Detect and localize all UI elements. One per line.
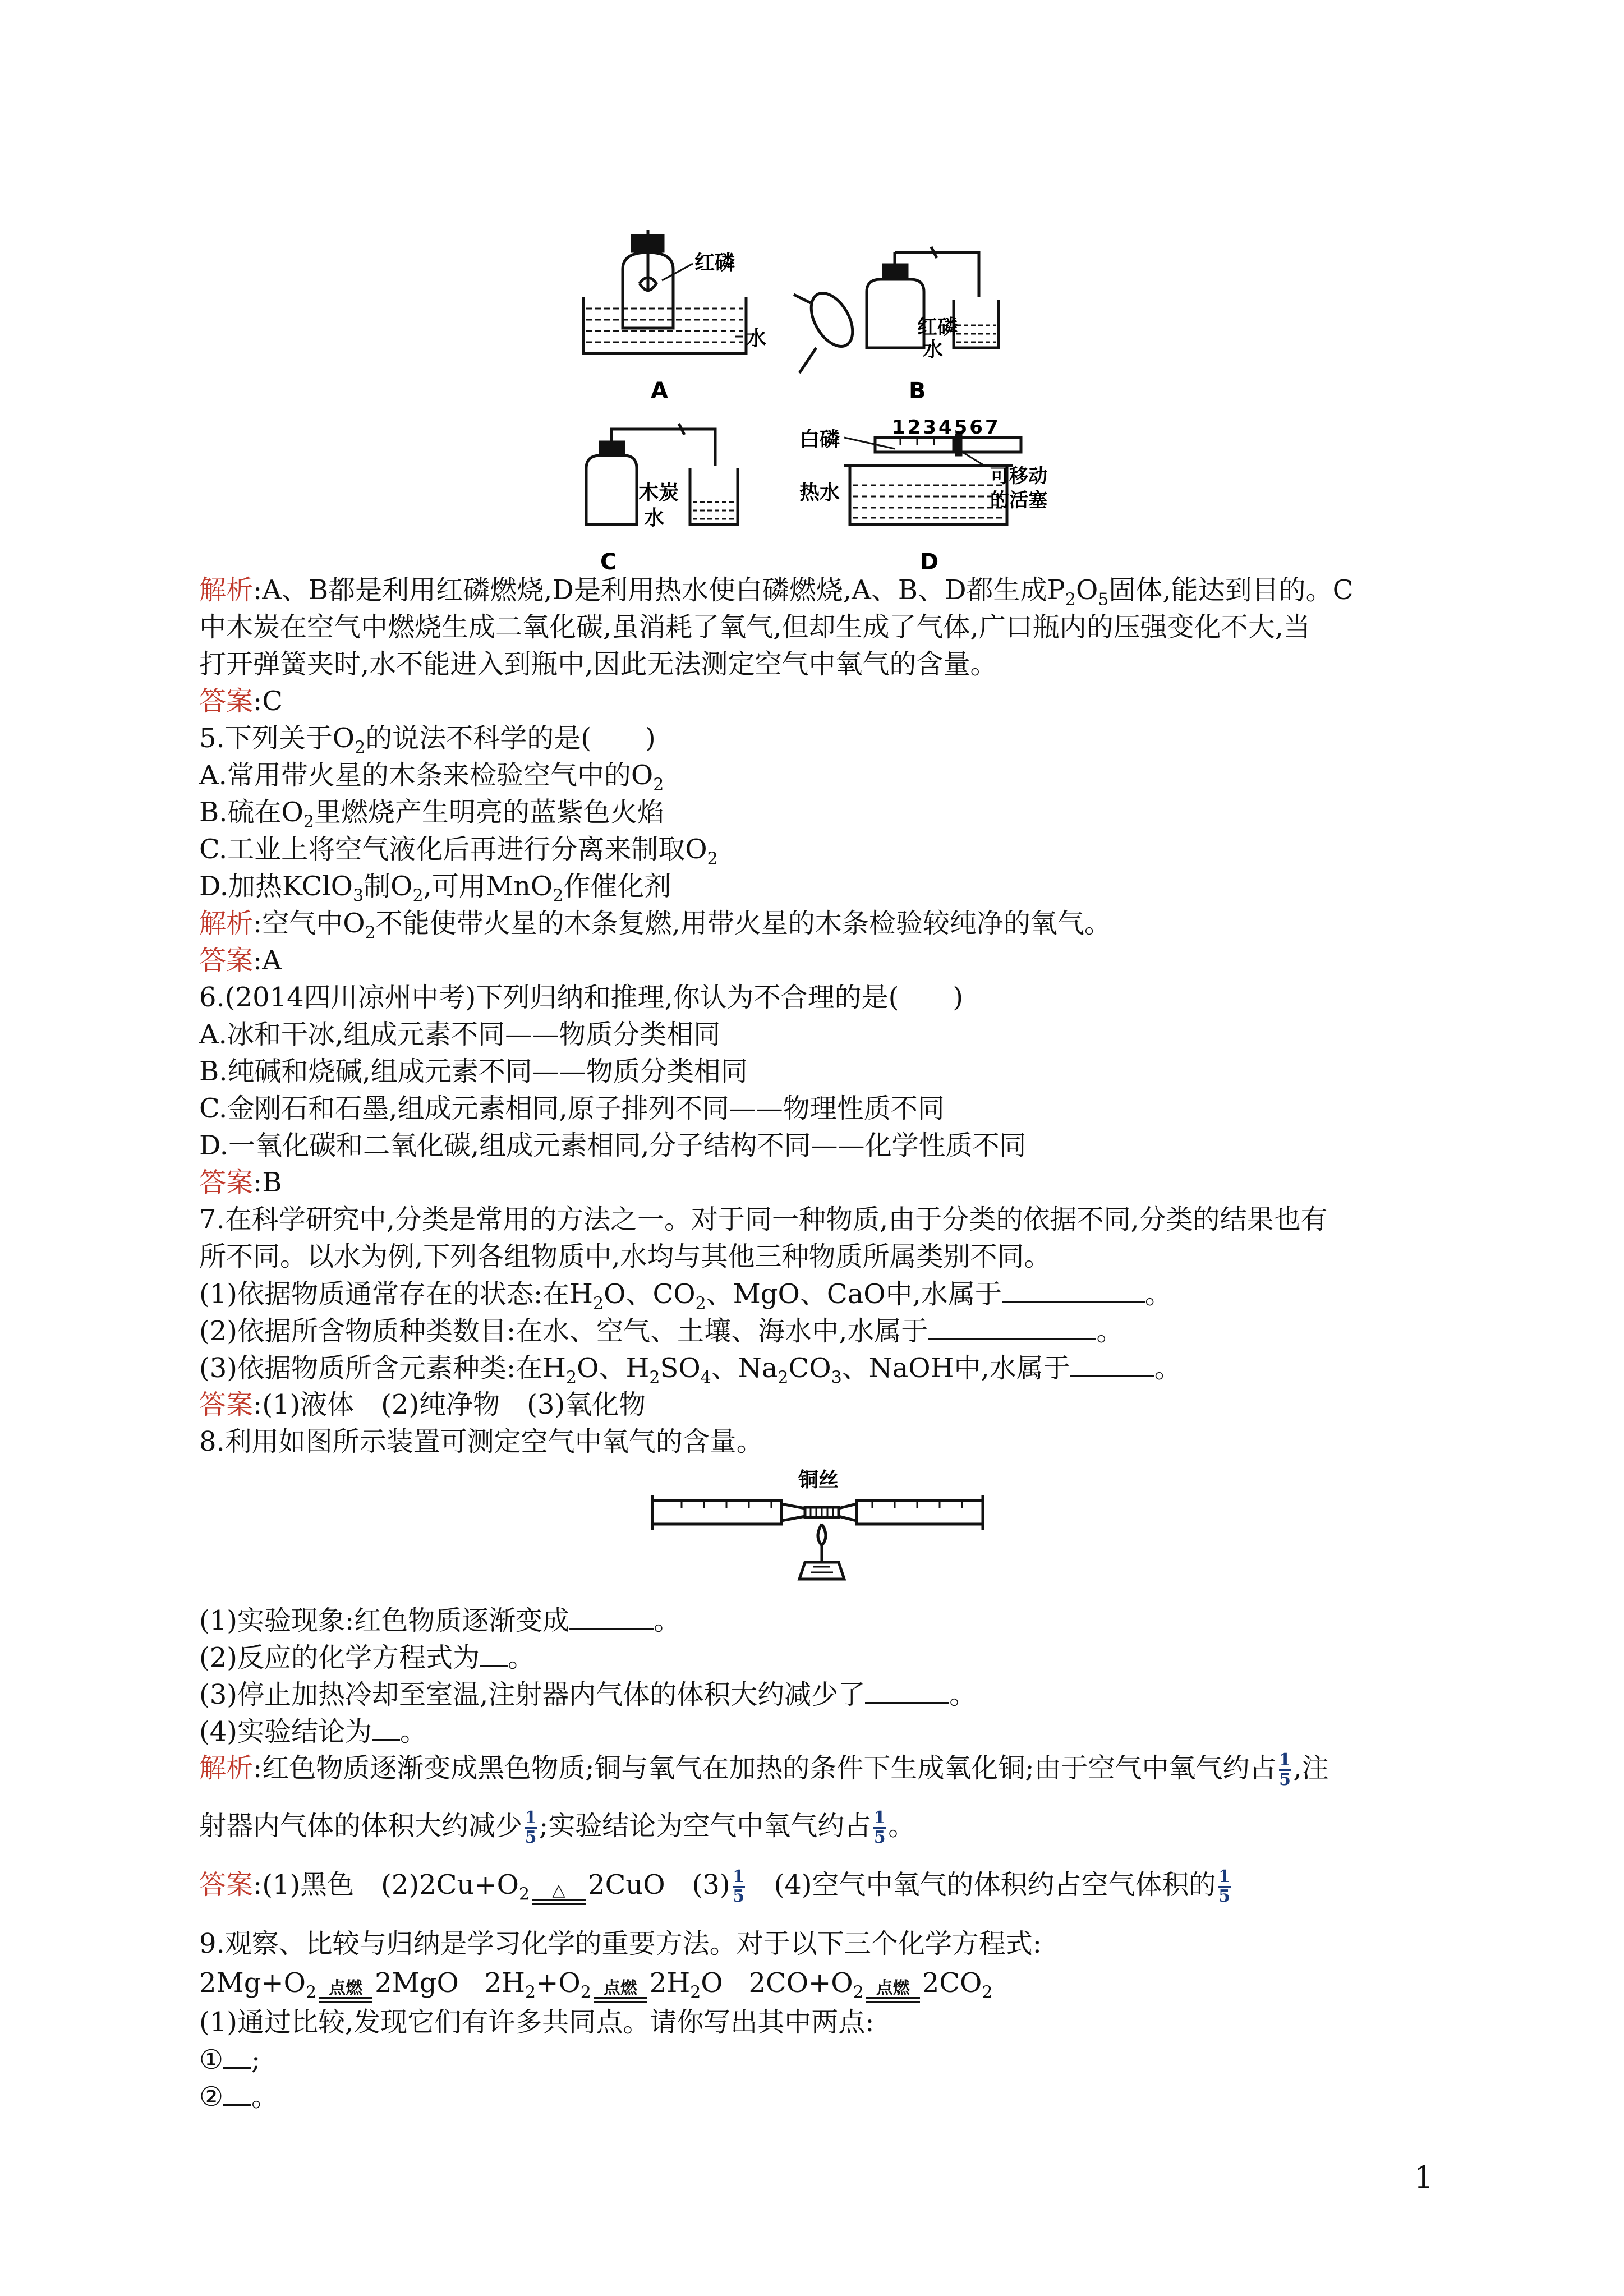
q8-part-4: (4)实验结论为 。 (199, 1714, 427, 1749)
q7-part-2: (2)依据所含物质种类数目:在水、空气、土壤、海水中,水属于 。 (199, 1314, 1123, 1348)
q5-option-a: A.常用带火星的木条来检验空气中的$O_2$ (199, 760, 664, 795)
q9-equations: $2Mg+O_2$ 点燃 2MgO $2H_2+O_2$ 点燃 $2H_2O$ $2CO+O_2$ 点燃 $2CO_2$ (199, 1966, 992, 2010)
ignite-condition: 点燃 (319, 1980, 372, 2010)
answer-blank[interactable] (223, 2079, 251, 2106)
q4-analysis-line-2: 中木炭在空气中燃烧生成二氧化碳,虽消耗了氧气,但却生成了气体,广口瓶内的压强变化不大,当 (199, 611, 1311, 643)
fig-a-water-label: 水 (746, 327, 767, 350)
answer-blank[interactable] (480, 1640, 508, 1667)
q7-stem-1: 7.在科学研究中,分类是常用的方法之一。对于同一种物质,由于分类的依据不同,分类的结果也有 (199, 1204, 1328, 1235)
q8-part-1: (1)实验现象:红色物质逐渐变成 。 (199, 1603, 680, 1637)
q4-analysis-line-3: 打开弹簧夹时,水不能进入到瓶中,因此无法测定空气中氧气的含量。 (199, 648, 997, 680)
q8-answer: 答案:(1)黑色 $(2)2Cu+O_2$ △ 2CuO (3) $\frac{1}{5}$ (4)空气中氧气的体积约占空气体积的 $\frac{1}{5}$ (199, 1868, 1233, 1912)
ignite-condition: 点燃 (594, 1980, 647, 2010)
q7-part-3: (3)依据物质所含元素种类:在$H_2O$、$H_2SO_4$、$Na_2CO_3$、NaOH中,水属于 。 (199, 1351, 1181, 1395)
q9-stem: 9.观察、比较与归纳是学习化学的重要方法。对于以下三个化学方程式: (199, 1928, 1042, 1959)
answer-label: 答案 (199, 1869, 254, 1901)
q9-common-point-1: ① ; (199, 2042, 260, 2077)
q4-analysis-line-1: 解析:A、B都是利用红磷燃烧,D是利用热水使白磷燃烧,A、B、D都生成$P_2O_5$固体,能达到目的。C (199, 574, 1354, 610)
fig-d-scale-label: 1234567 (892, 416, 1001, 439)
q6-stem: 6.(2014四川凉州中考)下列归纳和推理,你认为不合理的是( ) (199, 982, 964, 1013)
fraction-one-fifth: $\frac{1}{5}$ (1218, 1867, 1230, 1906)
answer-blank[interactable] (928, 1314, 1096, 1340)
fig-a-red-p-label: 红磷 (694, 251, 735, 274)
fig-b-red-p-label: 红磷 (917, 316, 958, 339)
analysis-label: 解析 (199, 574, 254, 606)
page-number: 1 (1414, 2160, 1433, 2195)
fraction-one-fifth: $\frac{1}{5}$ (525, 1808, 537, 1847)
q5-stem: 5.下列关于$O_2$的说法不科学的是( ) (199, 723, 656, 758)
answer-label: 答案 (199, 685, 254, 717)
answer-blank[interactable] (372, 1714, 400, 1741)
q8-part-3: (3)停止加热冷却至室温,注射器内气体的体积大约减少了 。 (199, 1677, 976, 1711)
q8-stem: 8.利用如图所示装置可测定空气中氧气的含量。 (199, 1426, 763, 1457)
q7-part-1: (1)依据物质通常存在的状态:在$H_2O$、$CO_2$、MgO、CaO中,水属于 。 (199, 1277, 1172, 1321)
answer-blank[interactable] (1002, 1277, 1145, 1303)
answer-label: 答案 (199, 1389, 254, 1420)
q9-common-point-2: ② 。 (199, 2079, 278, 2114)
q5-option-c: C.工业上将空气液化后再进行分离来制取$O_2$ (199, 834, 718, 869)
q4-answer: 答案:C (199, 685, 283, 717)
q5-option-b: B.硫在$O_2$里燃烧产生明亮的蓝紫色火焰 (199, 797, 664, 832)
fig-a-label: A (651, 378, 668, 404)
analysis-label: 解析 (199, 908, 254, 939)
fig-b-label: B (909, 378, 926, 404)
answer-blank[interactable] (1070, 1351, 1154, 1377)
copper-wire-apparatus-figure (648, 1461, 990, 1596)
q5-answer: 答案:A (199, 945, 282, 976)
answer-blank[interactable] (569, 1603, 654, 1630)
q6-option-d: D.一氧化碳和二氧化碳,组成元素相同,分子结构不同——化学性质不同 (199, 1130, 1027, 1161)
q8-analysis-line-2: 射器内气体的体积大约减少 $\frac{1}{5}$ ;实验结论为空气中氧气约占 $\frac{1}{5}$ 。 (199, 1808, 915, 1847)
apparatus-d-figure (783, 412, 1074, 578)
q9-part-1: (1)通过比较,发现它们有许多共同点。请你写出其中两点: (199, 2007, 875, 2038)
fraction-one-fifth: $\frac{1}{5}$ (1279, 1750, 1291, 1789)
apparatus-b-figure (783, 230, 1007, 409)
fraction-one-fifth: $\frac{1}{5}$ (873, 1808, 886, 1847)
fig-c-water-label: 水 (644, 507, 665, 530)
apparatus-a-figure (572, 230, 767, 409)
fig-c-charcoal-label: 木炭 (638, 481, 679, 504)
fig-b-water-label: 水 (923, 338, 944, 361)
copper-wire-label: 铜丝 (798, 1469, 839, 1492)
q6-option-c: C.金刚石和石墨,组成元素相同,原子排列不同——物理性质不同 (199, 1093, 945, 1124)
q8-analysis-line-1: 解析:红色物质逐渐变成黑色物质;铜与氧气在加热的条件下生成氧化铜;由于空气中氧气约占 $\frac{1}{5}$ ,注 (199, 1750, 1329, 1789)
q7-answer: 答案:(1)液体 (2)纯净物 (3)氧化物 (199, 1389, 646, 1420)
q6-answer: 答案:B (199, 1167, 282, 1198)
fraction-one-fifth: $\frac{1}{5}$ (733, 1867, 744, 1906)
answer-label: 答案 (199, 1167, 254, 1198)
answer-blank[interactable] (865, 1677, 949, 1704)
analysis-label: 解析 (199, 1752, 254, 1784)
q6-option-a: A.冰和干冰,组成元素不同——物质分类相同 (199, 1019, 721, 1050)
answer-label: 答案 (199, 945, 254, 976)
fig-d-hot-water-label: 热水 (799, 481, 840, 504)
q7-stem-2: 所不同。以水为例,下列各组物质中,水均与其他三种物质所属类别不同。 (199, 1241, 1051, 1272)
fig-d-label: D (920, 549, 939, 575)
ignite-condition: 点燃 (866, 1980, 920, 2010)
q8-part-2: (2)反应的化学方程式为 。 (199, 1640, 535, 1674)
answer-blank[interactable] (223, 2042, 251, 2069)
fig-d-piston-label: 可移动 (990, 465, 1047, 487)
q5-analysis: 解析:空气中$O_2$不能使带火星的木条复燃,用带火星的木条检验较纯净的氧气。 (199, 908, 1111, 943)
apparatus-c-figure (572, 415, 757, 578)
heating-condition: △ (532, 1882, 586, 1912)
q5-option-d: D.加热KClO$_3$制$O_2$,可用MnO$_2$作催化剂 (199, 871, 671, 906)
q6-option-b: B.纯碱和烧碱,组成元素不同——物质分类相同 (199, 1056, 748, 1087)
fig-c-label: C (600, 549, 617, 575)
fig-d-piston-label-2: 的活塞 (990, 489, 1047, 512)
fig-d-white-p-label: 白磷 (799, 428, 840, 451)
